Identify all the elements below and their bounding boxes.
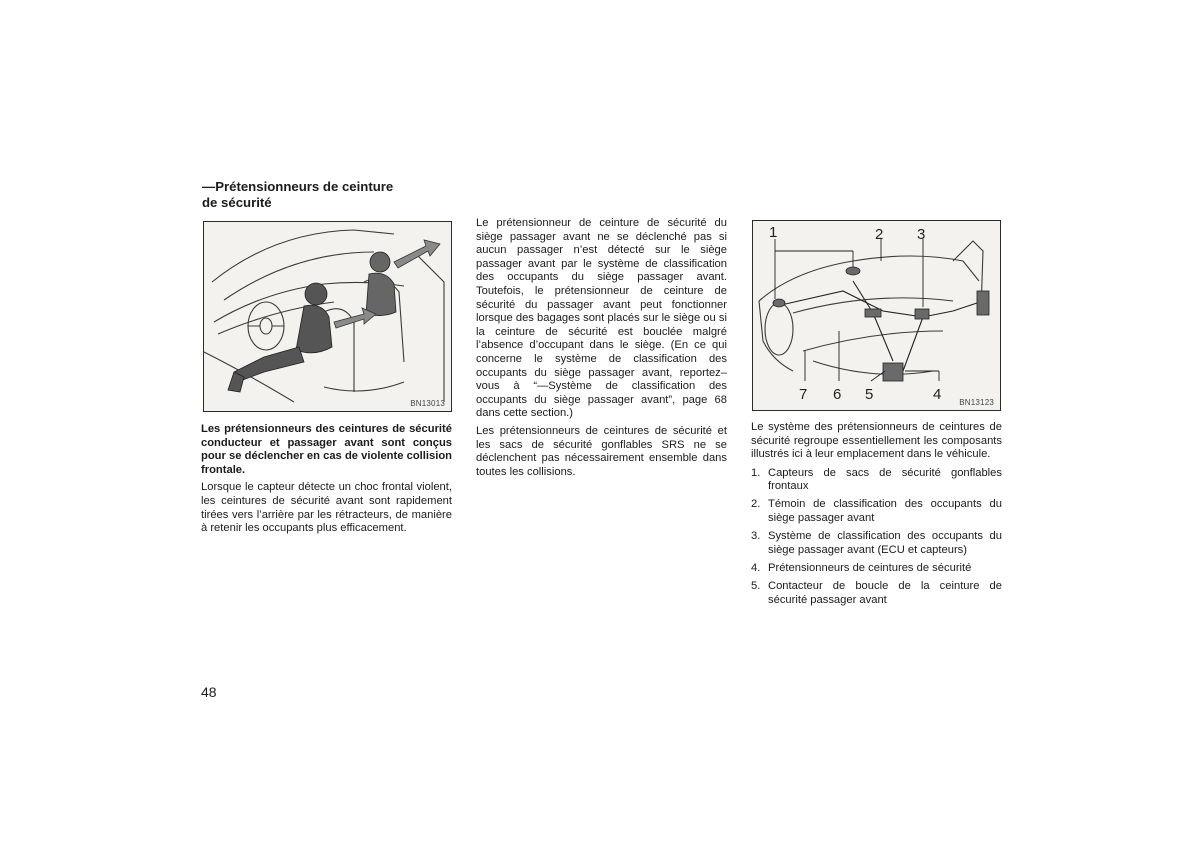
callout-6: 6 [833,386,842,403]
figure-occupants [203,221,452,412]
list-item: 3. Système de classification des occupants du siège passager avant (ECU et capteurs) [751,530,1002,556]
col1-paragraph: Lorsque le capteur détecte un choc frontal violent, les ceintures de sécurité avant sont rapidement tirées vers l’arrière par les rétracteurs, de manière à retenir les occupants plus efficacement. [201,481,452,535]
section-heading [202,179,462,211]
col1-intro: Les prétensionneurs des ceintures de sécurité conducteur et passager avant sont conçus pour se déclencher en cas de violente collision frontale. [201,423,452,476]
callout-3: 3 [917,226,926,243]
page-number: 48 [201,684,217,700]
callout-2: 2 [875,226,884,243]
col3-intro: Le système des prétensionneurs de ceintures de sécurité regroupe essentiellement les composants illustrés ici à leur emplacement dans le véhicule. [751,421,1002,461]
occupants-illustration [204,222,451,411]
list-item: 4. Prétensionneurs de ceintures de sécurité [751,561,972,574]
col2-paragraph-1: Le prétensionneur de ceinture de sécurité du siège passager avant ne se déclenché pas si aucun passager n’est détecté sur le siège passager avant par le système de classification des occupants du siège passager avant. Toutefois, le prétensionneur de ceinture de sécurité du passager avant peut fonctionner lorsque des bagages sont placés sur le siège ou si la ceinture de sécurité est bouclée malgré l’absence d’occupant dans le siège. (En ce qui concerne le système de classification des occupants du siège passager avant, reportez–vous à “—Système de classification des occupants du siège passager avant”, page 68 dans cette section.) [476,217,727,420]
col2-paragraph-2: Les prétensionneurs de ceintures de sécurité et les sacs de sécurité gonflables SRS ne se déclenchent pas nécessairement ensemble dans toutes les collisions. [476,424,727,478]
figure-left-label: BN13013 [410,399,445,408]
column-3 [751,421,1002,612]
callout-4: 4 [933,386,942,403]
column-1 [201,423,452,536]
column-2 [476,217,727,479]
list-item: 2. Témoin de classification des occupants du siège passager avant [751,498,1002,525]
figure-right-label: BN13123 [959,398,994,407]
callout-7: 7 [799,386,808,403]
callout-1: 1 [769,224,778,241]
list-item: 1. Capteurs de sacs de sécurité gonflables frontaux [751,466,1002,493]
heading-line-2: de sécurité [202,195,272,210]
component-list [751,467,1002,607]
figure-components [752,220,1001,411]
components-illustration [753,221,1000,410]
heading-line-1: —Prétensionneurs de ceinture [202,179,394,194]
list-item: 5. Contacteur de boucle de la ceinture de sécurité passager avant [751,579,1002,606]
callout-5: 5 [865,386,874,403]
